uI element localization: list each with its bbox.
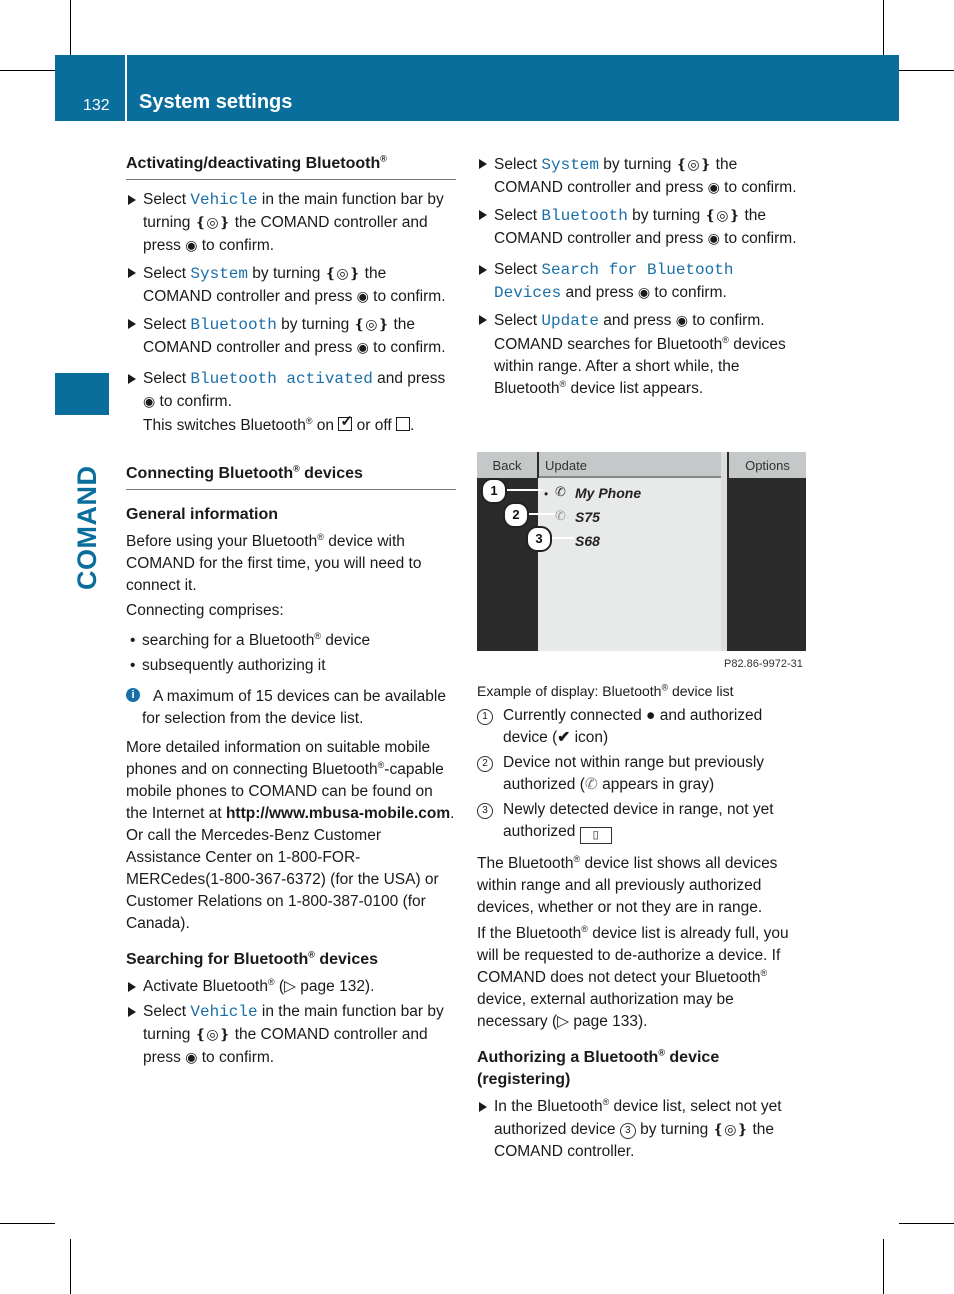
phone-box-icon: ▯ [580, 827, 612, 844]
crop-mark [70, 1239, 71, 1294]
step-search-devices: Select Search for Bluetooth Devices and press ◉ to confirm. [477, 259, 807, 304]
turn-controller-icon: ❴◎❵ [712, 1121, 749, 1137]
press-controller-icon: ◉ [356, 288, 369, 304]
callout-3: 3 [526, 526, 552, 552]
scrollbar[interactable] [721, 452, 727, 651]
options-button[interactable]: Options [729, 452, 806, 478]
phone-check-icon: ✆ [555, 484, 566, 499]
press-controller-icon: ◉ [143, 393, 156, 409]
step-select-vehicle: Select Vehicle in the main function bar by turning ❴◎❵ the COMAND controller and press ◉ to confirm. [126, 189, 456, 257]
info-icon: i [126, 688, 140, 702]
general-paragraph: Before using your Bluetooth® device with COMAND for the first time, you will need to connect it. [126, 531, 422, 594]
note-searching: COMAND searches for Bluetooth® devices within range. After a short while, the Bluetooth® device list appears. [494, 334, 786, 397]
press-controller-icon: ◉ [185, 237, 198, 253]
header-divider [125, 55, 127, 121]
crop-mark [0, 1223, 55, 1224]
image-code: P82.86-9972-31 [724, 658, 803, 670]
turn-controller-icon: ❴◎❵ [675, 156, 712, 172]
press-controller-icon: ◉ [356, 339, 369, 355]
turn-controller-icon: ❴◎❵ [324, 265, 361, 281]
note-switches: This switches Bluetooth® on ✓ or off . [126, 415, 456, 437]
step-select-bluetooth-r: Select Bluetooth by turning ❴◎❵ the COMAND controller and press ◉ to confirm. [477, 204, 807, 250]
turn-controller-icon: ❴◎❵ [194, 214, 231, 230]
phone-gray-icon: ✆ [584, 776, 598, 793]
back-button[interactable]: Back [477, 452, 537, 478]
connecting-comprises: Connecting comprises: [126, 602, 284, 619]
right-column-top [477, 153, 807, 400]
heading-authorizing: Authorizing a Bluetooth® device (registering) [477, 1047, 720, 1088]
turn-controller-icon: ❴◎❵ [194, 1026, 231, 1042]
crop-mark [70, 0, 71, 55]
crop-mark [899, 70, 954, 71]
device-item-3[interactable]: S68 [575, 533, 600, 549]
bullet-item: • searching for a Bluetooth® device [126, 630, 456, 652]
update-tab[interactable]: Update [539, 452, 721, 478]
checkbox-checked-icon [338, 417, 352, 431]
device-list-screenshot [477, 452, 806, 651]
press-controller-icon: ◉ [675, 312, 688, 328]
crop-mark [883, 1239, 884, 1294]
turn-controller-icon: ❴◎❵ [704, 207, 741, 223]
callout-1: 1 [481, 478, 507, 504]
page-number: 132 [83, 97, 110, 114]
callout-line [529, 513, 555, 515]
device-item-2[interactable]: S75 [575, 509, 600, 525]
callout-line [507, 489, 543, 491]
press-controller-icon: ◉ [707, 230, 720, 246]
callout-line [552, 537, 574, 539]
press-controller-icon: ◉ [185, 1049, 198, 1065]
figure-caption: Example of display: Bluetooth® device list [477, 682, 734, 699]
connected-dot-icon: • [544, 487, 549, 501]
right-column-bottom [477, 680, 807, 1163]
heading-searching: Searching for Bluetooth® devices [126, 949, 379, 968]
press-controller-icon: ◉ [707, 179, 720, 195]
step-select-update: Select Update and press ◉ to confirm. [477, 309, 807, 332]
website-link[interactable]: http://www.mbusa-mobile.com [225, 805, 451, 822]
side-label: COMAND [72, 465, 102, 590]
press-controller-icon: ◉ [637, 284, 651, 300]
checkmark-icon: ✔ [557, 729, 571, 746]
step-authorize-device: In the Bluetooth® device list, select not yet authorized device 3 by turning ❴◎❵ the COMAND controller. [477, 1096, 807, 1163]
dot-icon: ● [646, 707, 656, 724]
page-header [55, 55, 899, 121]
legend-item-1: 1 Currently connected ● and authorized device (✔ icon) [477, 705, 807, 749]
step-select-bluetooth: Select Bluetooth by turning ❴◎❵ the COMAND controller and press ◉ to confirm. [126, 313, 456, 359]
step-select-vehicle-2: Select Vehicle in the main function bar by turning ❴◎❵ the COMAND controller and press ◉ to confirm. [126, 1001, 456, 1069]
bullet-item: • subsequently authorizing it [126, 655, 456, 677]
crop-mark [883, 0, 884, 55]
more-info-paragraph: More detailed information on suitable mobile phones and on connecting Bluetooth®-capable mobile phones to COMAND can be found on the Internet at http://www.mbusa-mobile.com. Or call the Mercedes-Benz Customer Assistance Center on 1-800-FOR-MERCedes(1-800-367-6372) (for the USA) or Customer Relations on 1-800-387-0100 (for Canada). [126, 739, 455, 932]
turn-controller-icon: ❴◎❵ [353, 316, 390, 332]
callout-2: 2 [503, 502, 529, 528]
heading-connecting: Connecting Bluetooth® devices [126, 463, 456, 490]
left-column [126, 153, 456, 1069]
legend-item-2: 2 Device not within range but previously authorized (✆ appears in gray) [477, 752, 807, 796]
checkbox-empty-icon [396, 417, 410, 431]
device-item-1[interactable]: My Phone [575, 485, 642, 501]
step-activate-bluetooth: Activate Bluetooth® (▷ page 132). [126, 976, 456, 998]
heading-activating: Activating/deactivating Bluetooth® [126, 153, 456, 180]
crop-mark [0, 70, 55, 71]
list-paragraph-1: The Bluetooth® device list shows all devices within range and all previously authorized devices, whether or not they are in range. [477, 853, 778, 916]
crop-mark [899, 1223, 954, 1224]
heading-general: General information [126, 506, 279, 523]
step-select-system-r: Select System by turning ❴◎❵ the COMAND controller and press ◉ to confirm. [477, 153, 807, 199]
legend-item-3: 3 Newly detected device in range, not yet authorized ▯ [477, 799, 807, 844]
side-tab [55, 373, 109, 415]
step-select-system: Select System by turning ❴◎❵ the COMAND controller and press ◉ to confirm. [126, 262, 456, 308]
list-paragraph-2: If the Bluetooth® device list is already full, you will be requested to de-authorize a device. If COMAND does not detect your Bluetooth® device, external authorization may be necessary (▷ page 133). [477, 923, 789, 1030]
section-title: System settings [139, 91, 293, 113]
info-note: i A maximum of 15 devices can be available for selection from the device list. [126, 686, 456, 730]
step-bluetooth-activated: Select Bluetooth activated and press ◉ to confirm. [126, 368, 456, 413]
phone-gray-icon: ✆ [555, 508, 566, 523]
